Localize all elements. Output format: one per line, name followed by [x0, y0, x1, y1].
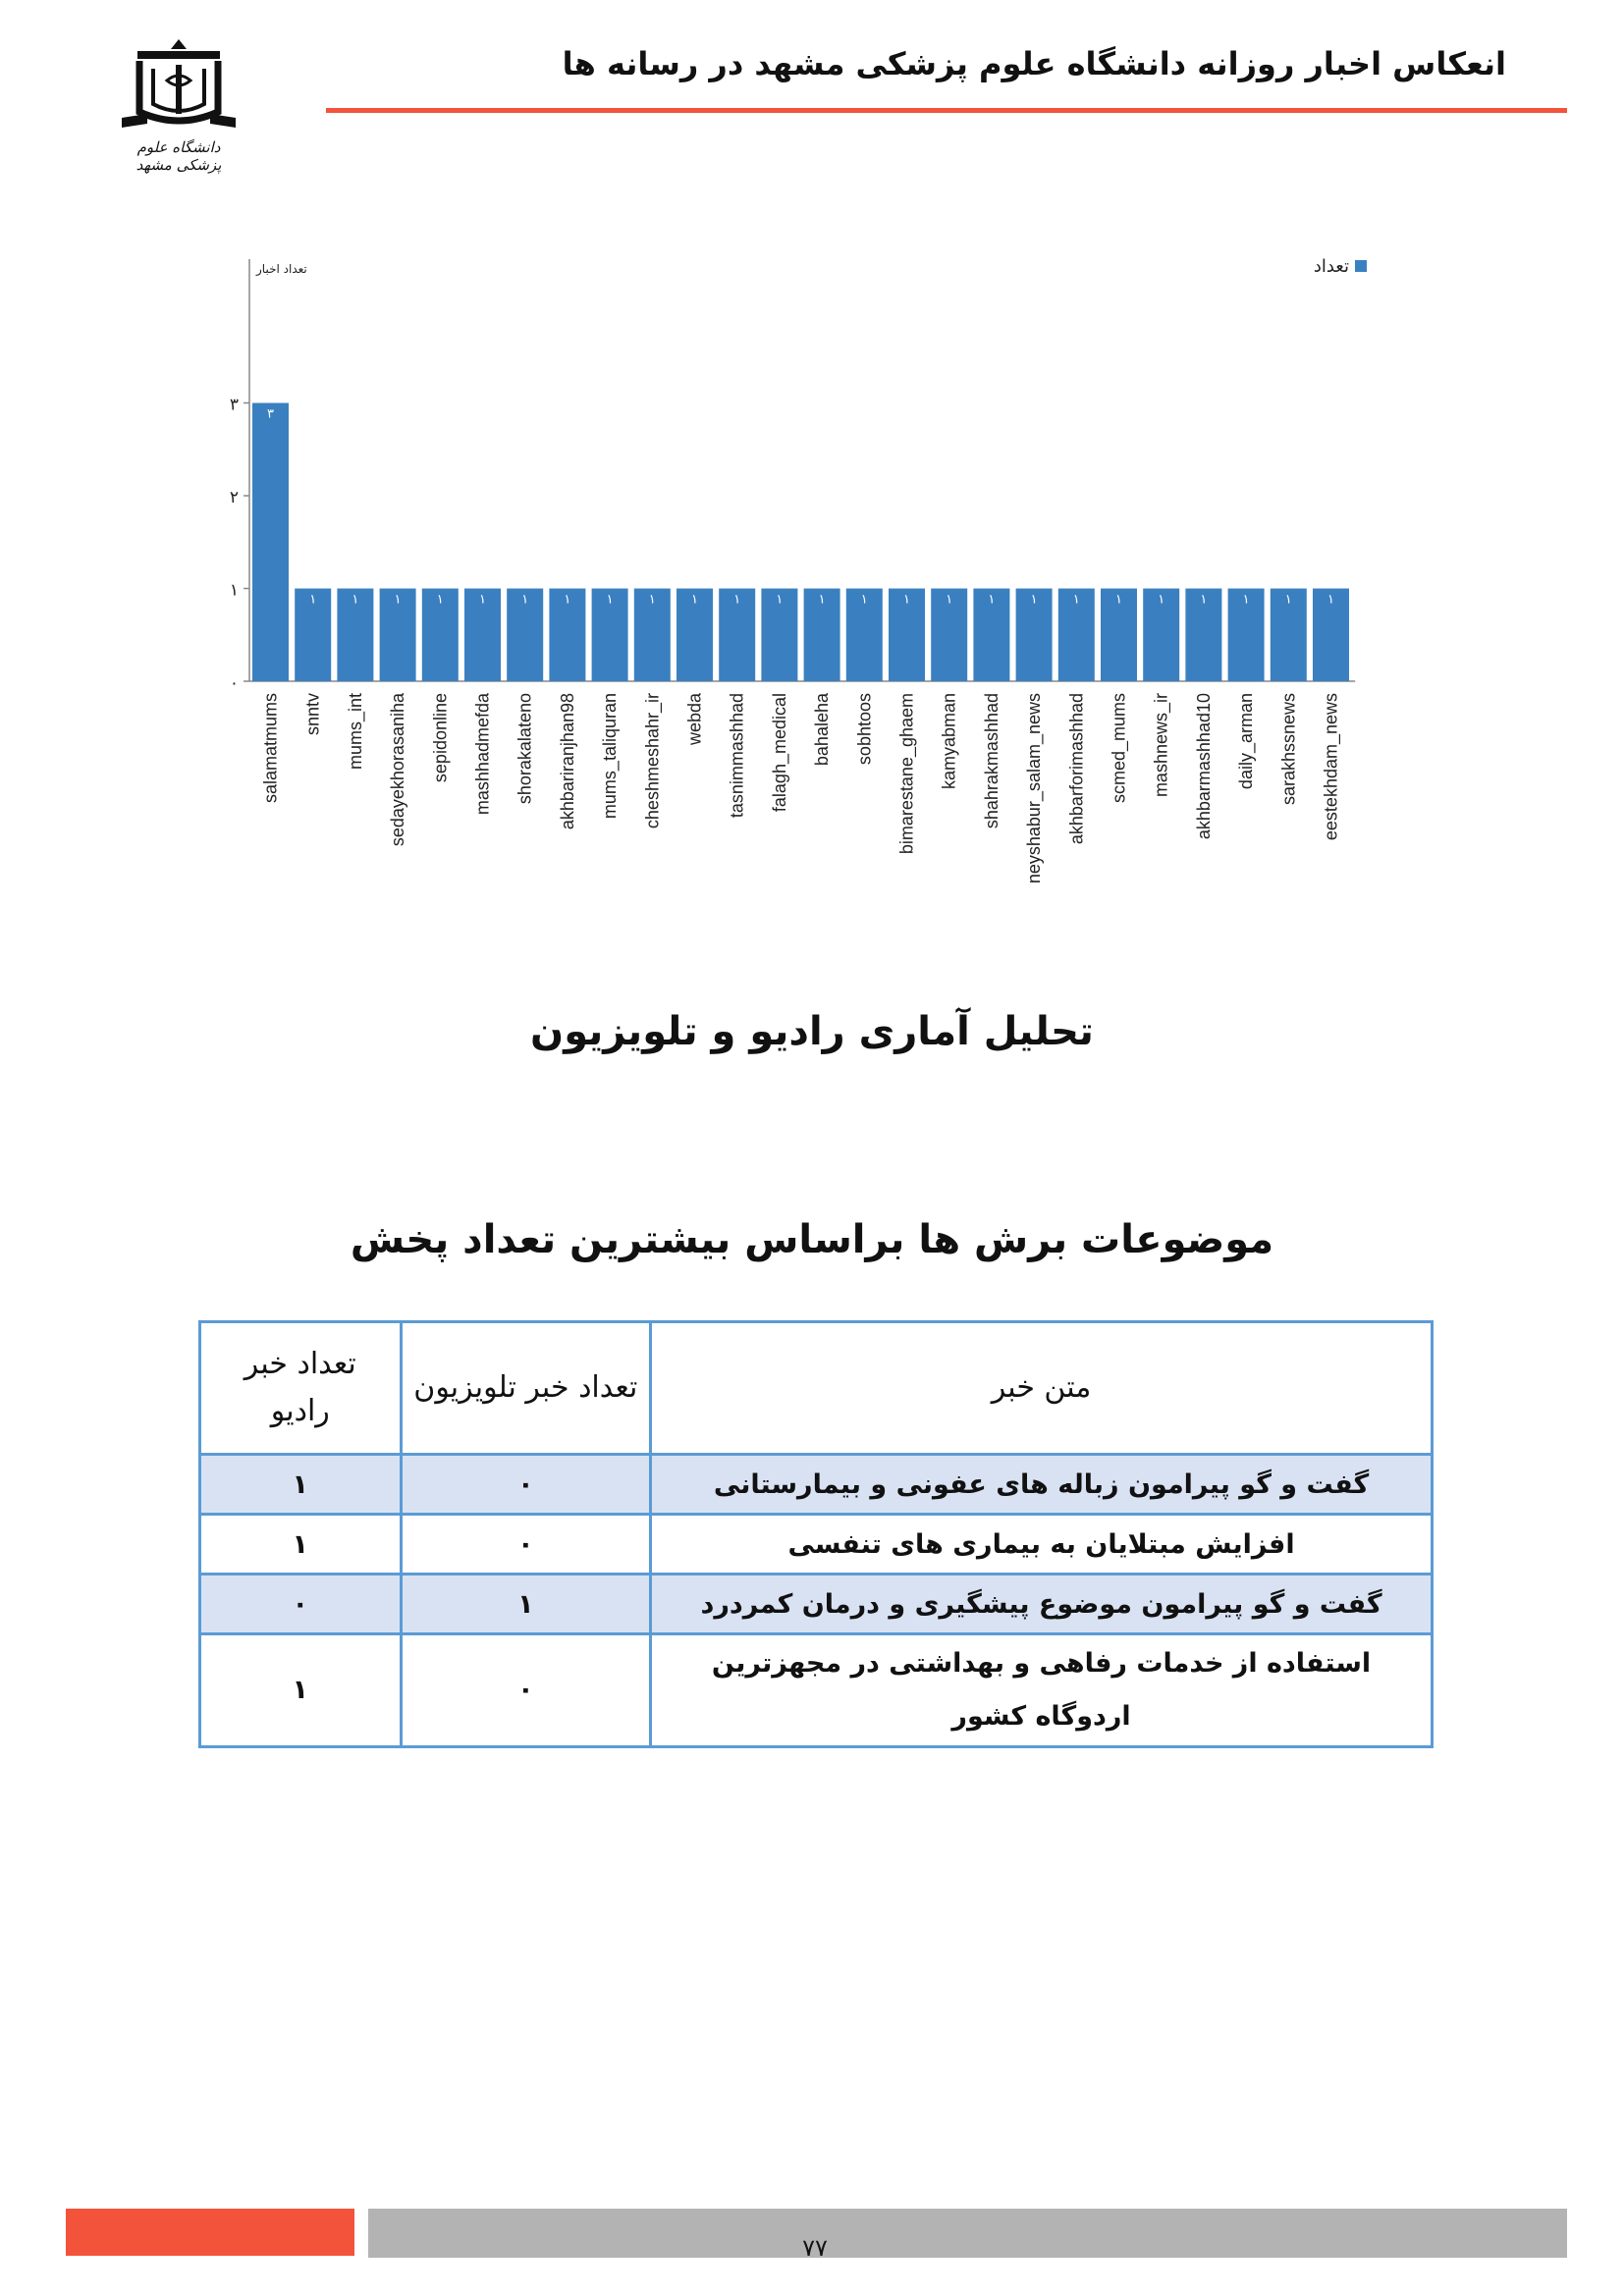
- x-tick-label: falagh_medical: [769, 693, 789, 813]
- page-header: [0, 0, 1624, 174]
- bar-value-label: ۱: [946, 592, 953, 608]
- x-tick-label: akhbarmashhad10: [1193, 693, 1214, 840]
- y-tick-label: ۲: [229, 488, 239, 507]
- tv-count-cell: ۰: [401, 1455, 651, 1515]
- header-radio-count: تعداد خبر رادیو: [200, 1322, 402, 1455]
- legend-swatch: [1355, 260, 1367, 272]
- bar-value-label: ۱: [352, 592, 359, 608]
- bar-value-label: ۱: [1327, 592, 1334, 608]
- y-tick-label: ۰: [229, 673, 239, 693]
- bar-value-label: ۱: [521, 592, 529, 608]
- bar-value-label: ۱: [436, 592, 444, 608]
- bar-value-label: ۱: [691, 592, 698, 608]
- bar-value-label: ۱: [1242, 592, 1250, 608]
- bar-value-label: ۱: [1200, 592, 1208, 608]
- bar-value-label: ۱: [860, 592, 868, 608]
- news-text-cell: گفت و گو پیرامون زباله های عفونی و بیمارستانی: [651, 1455, 1433, 1515]
- x-tick-label: mashnews_ir: [1151, 692, 1171, 798]
- header-tv-count: تعداد خبر تلویزیون: [401, 1322, 651, 1455]
- bar-value-label: ۱: [1030, 592, 1038, 608]
- x-tick-label: webda: [684, 693, 705, 746]
- bar: [252, 403, 289, 682]
- footer-accent-bar: [66, 2209, 354, 2256]
- x-tick-label: scmed_mums: [1109, 693, 1129, 804]
- news-text-cell: گفت و گو پیرامون موضوع پیشگیری و درمان کمردرد: [651, 1575, 1433, 1634]
- x-tick-label: mashhadmefda: [472, 693, 493, 816]
- bar-value-label: ۱: [818, 592, 826, 608]
- radio-count-cell: ۱: [200, 1515, 402, 1575]
- y-tick-label: ۳: [229, 395, 239, 415]
- page-number: ۷۷: [802, 2234, 828, 2262]
- bar-value-label: ۱: [903, 592, 910, 608]
- chart-svg: [226, 245, 1384, 933]
- bar-value-label: ۱: [988, 592, 996, 608]
- bar-value-label: ۳: [267, 406, 274, 422]
- x-tick-label: akhbarforimashhad: [1066, 693, 1087, 845]
- x-tick-label: cheshmeshahr_ir: [642, 693, 663, 829]
- table-row: [200, 1515, 1433, 1575]
- bar-value-label: ۱: [1284, 592, 1292, 608]
- news-text-cell: افزایش مبتلایان به بیماری های تنفسی: [651, 1515, 1433, 1575]
- x-tick-label: mums_taliquran: [600, 693, 621, 820]
- x-tick-label: bahaleha: [812, 693, 833, 767]
- tv-count-cell: ۰: [401, 1634, 651, 1747]
- bar-value-label: ۱: [1115, 592, 1122, 608]
- bar-value-label: ۱: [479, 592, 486, 608]
- x-tick-label: sedayekhorasaniha: [388, 693, 408, 847]
- x-tick-label: sepidonline: [430, 693, 451, 783]
- x-tick-label: snntv: [302, 693, 323, 736]
- bar-value-label: ۱: [733, 592, 741, 608]
- bar-value-label: ۱: [606, 592, 614, 608]
- section-title-radio-tv: تحلیل آماری رادیو و تلویزیون: [530, 1009, 1094, 1054]
- university-logo: [118, 35, 240, 174]
- x-tick-label: sobhtoos: [854, 693, 875, 766]
- x-tick-label: neyshabur_salam_news: [1024, 693, 1045, 884]
- header-news-text: متن خبر: [651, 1322, 1433, 1455]
- bar-value-label: ۱: [776, 592, 784, 608]
- y-axis-title: تعداد اخبار: [256, 262, 307, 276]
- radio-count-cell: ۱: [200, 1455, 402, 1515]
- tv-count-cell: ۱: [401, 1575, 651, 1634]
- logo-caption: دانشگاه علوم پزشکی مشهد: [135, 138, 222, 174]
- x-tick-label: akhbariranjhan98: [557, 693, 577, 830]
- bar-value-label: ۱: [1072, 592, 1080, 608]
- x-tick-label: kamyabman: [939, 693, 959, 790]
- x-tick-label: shahrakmashhad: [981, 693, 1001, 829]
- footer-bar: [368, 2209, 1567, 2258]
- table-row: [200, 1634, 1433, 1747]
- bar-value-label: ۱: [1158, 592, 1165, 608]
- x-tick-label: bimarestane_ghaem: [896, 693, 917, 855]
- news-table: [198, 1320, 1434, 1748]
- header-rule: [326, 108, 1567, 113]
- section-title-topics: موضوعات برش ها براساس بیشترین تعداد پخش: [350, 1217, 1274, 1262]
- radio-count-cell: ۱: [200, 1634, 402, 1747]
- table-row: [200, 1575, 1433, 1634]
- logo-emblem-icon: [118, 35, 240, 133]
- bar-value-label: ۱: [394, 592, 402, 608]
- x-tick-label: mums_int: [345, 693, 365, 771]
- bar-value-label: ۱: [648, 592, 656, 608]
- news-text-cell: استفاده از خدمات رفاهی و بهداشتی در مجهزترین اردوگاه کشور: [651, 1634, 1433, 1747]
- table-row: [200, 1455, 1433, 1515]
- x-tick-label: shorakalateno: [514, 693, 535, 805]
- radio-count-cell: ۰: [200, 1575, 402, 1634]
- media-bar-chart: [226, 245, 1384, 933]
- x-tick-label: sarakhssnews: [1278, 693, 1299, 806]
- x-tick-label: daily_arman: [1236, 693, 1257, 790]
- table-header-row: [200, 1322, 1433, 1455]
- x-tick-label: eestekhdam_news: [1321, 693, 1341, 841]
- bar-value-label: ۱: [564, 592, 571, 608]
- x-tick-label: salamatmums: [260, 693, 281, 804]
- x-tick-label: tasnimmashhad: [727, 693, 747, 819]
- legend-label: تعداد: [1313, 256, 1349, 277]
- header-title: انعکاس اخبار روزانه دانشگاه علوم پزشکی مشهد در رسانه ها: [562, 45, 1506, 82]
- bar-value-label: ۱: [309, 592, 317, 608]
- tv-count-cell: ۰: [401, 1515, 651, 1575]
- y-tick-label: ۱: [229, 580, 239, 601]
